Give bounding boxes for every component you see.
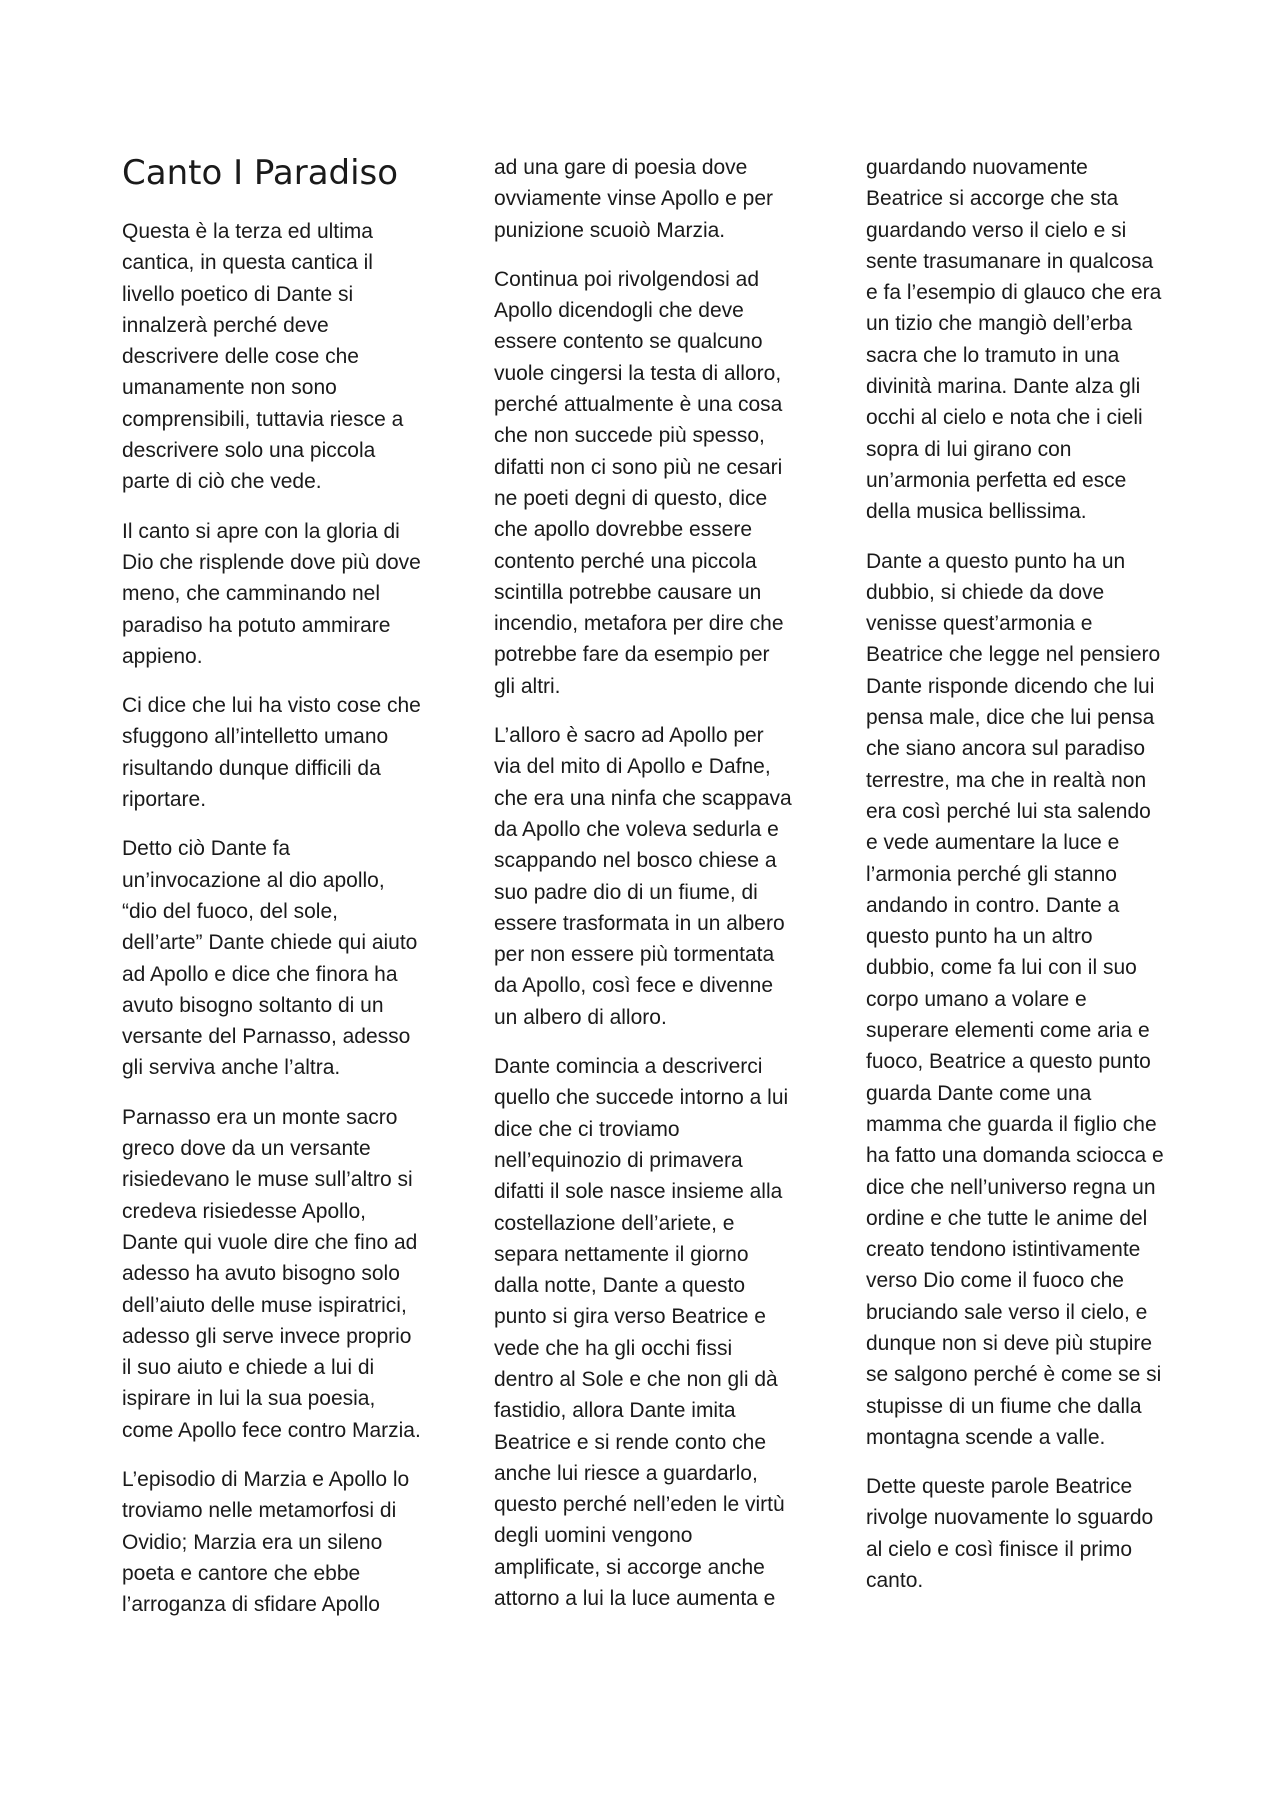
paragraph: Questa è la terza ed ultima cantica, in questa cantica il livello poetico di Dante si innalzerà perché deve descrivere delle cose che umanamente non sono comprensibili, tuttavia riesce a descrivere solo una piccola parte di ciò che vede. <box>122 220 404 494</box>
paragraph: Dante a questo punto ha un dubbio, si chiede da dove venisse quest’armonia e Beatrice che legge nel pensiero Dante risponde dicendo che lui pensa male, dice che lui pensa che siano ancora sul paradiso terrestre, ma che in realtà non era così perché lui sta salendo e vede aumentare la luce e l’armonia perché gli stanno andando in contro. Dante a questo punto ha un altro dubbio, come fa lui con il suo corpo umano a volare e superare elementi come aria e fuoco, Beatrice a questo punto guarda Dante come una mamma che guarda il figlio che ha fatto una domanda sciocca e dice che nell’universo regna un ordine e che tutte le anime del creato tendono istintivamente verso Dio come il fuoco che bruciando sale verso il cielo, e dunque non si deve più stupire se salgono perché è come se si stupisse di un fiume che dalla montagna scende a valle. <box>866 549 1164 1449</box>
paragraph: L’episodio di Marzia e Apollo lo troviamo nelle metamorfosi di Ovidio; Marzia era un sileno poeta e cantore che ebbe l’arroganza di sfidare Apollo <box>122 1467 410 1617</box>
paragraph: Parnasso era un monte sacro greco dove da un versante risiedevano le muse sull’altro si credeva risiedesse Apollo, Dante qui vuole dire che fino ad adesso ha avuto bisogno solo dell’aiuto delle muse ispiratrici, adesso gli serve invece proprio il suo aiuto e chiede a lui di ispirare in lui la sua poesia, come Apollo fece contro Marzia. <box>122 1105 421 1442</box>
paragraph: L’alloro è sacro ad Apollo per via del mito di Apollo e Dafne, che era una ninfa che scappava da Apollo che voleva sedurla e scappando nel bosco chiese a suo padre dio di un fiume, di essere trasformata in un albero per non essere più tormentata da Apollo, così fece e divenne un albero di alloro. <box>494 724 792 1029</box>
paragraph: Il canto si apre con la gloria di Dio che risplende dove più dove meno, che camminando nel paradiso ha potuto ammirare appieno. <box>122 519 421 668</box>
paragraph: Dante comincia a descriverci quello che succede intorno a lui dice che ci troviamo nell’equinozio di primavera difatti il sole nasce insieme alla costellazione dell’ariete, e separa nettamente il giorno dalla notte, Dante a questo punto si gira verso Beatrice e vede che ha gli occhi fissi dentro al Sole e che non gli dà fastidio, allora Dante imita Beatrice e si rende conto che anche lui riesce a guardarlo, questo perché nell’eden le virtù degli uomini vengono amplificate, si accorge anche attorno a lui la luce aumenta e <box>494 1055 789 1611</box>
column-2 <box>494 152 794 1632</box>
paragraph: Dette queste parole Beatrice rivolge nuovamente lo sguardo al cielo e così finisce il primo canto. <box>866 1475 1154 1593</box>
page-title: Canto I Paradiso <box>122 153 399 193</box>
paragraph: Ci dice che lui ha visto cose che sfuggono all’intelletto umano risultando dunque difficili da riportare. <box>122 694 421 812</box>
column-3 <box>866 152 1166 1614</box>
paragraph: Continua poi rivolgendosi ad Apollo dicendogli che deve essere contento se qualcuno vuole cingersi la testa di alloro, perché attualmente è una cosa che non succede più spesso, difatti non ci sono più ne cesari ne poeti degni di questo, dice che apollo dovrebbe essere contento perché una piccola scintilla potrebbe causare un incendio, metafora per dire che potrebbe fare da esempio per gli altri. <box>494 267 784 698</box>
paragraph: Detto ciò Dante fa un’invocazione al dio apollo, “dio del fuoco, del sole, dell’arte” Dante chiede qui aiuto ad Apollo e dice che finora ha avuto bisogno soltanto di un versante del Parnasso, adesso gli serviva anche l’altra. <box>122 837 418 1080</box>
paragraph: ad una gare di poesia dove ovviamente vinse Apollo e per punizione scuoiò Marzia. <box>494 156 773 242</box>
column-1 <box>122 152 422 1638</box>
paragraph: guardando nuovamente Beatrice si accorge che sta guardando verso il cielo e si sente trasumanare in qualcosa e fa l’esempio di glauco che era un tizio che mangiò dell’erba sacra che lo tramuto in una divinità marina. Dante alza gli occhi al cielo e nota che i cieli sopra di lui girano con un’armonia perfetta ed esce della musica bellissima. <box>866 156 1162 524</box>
